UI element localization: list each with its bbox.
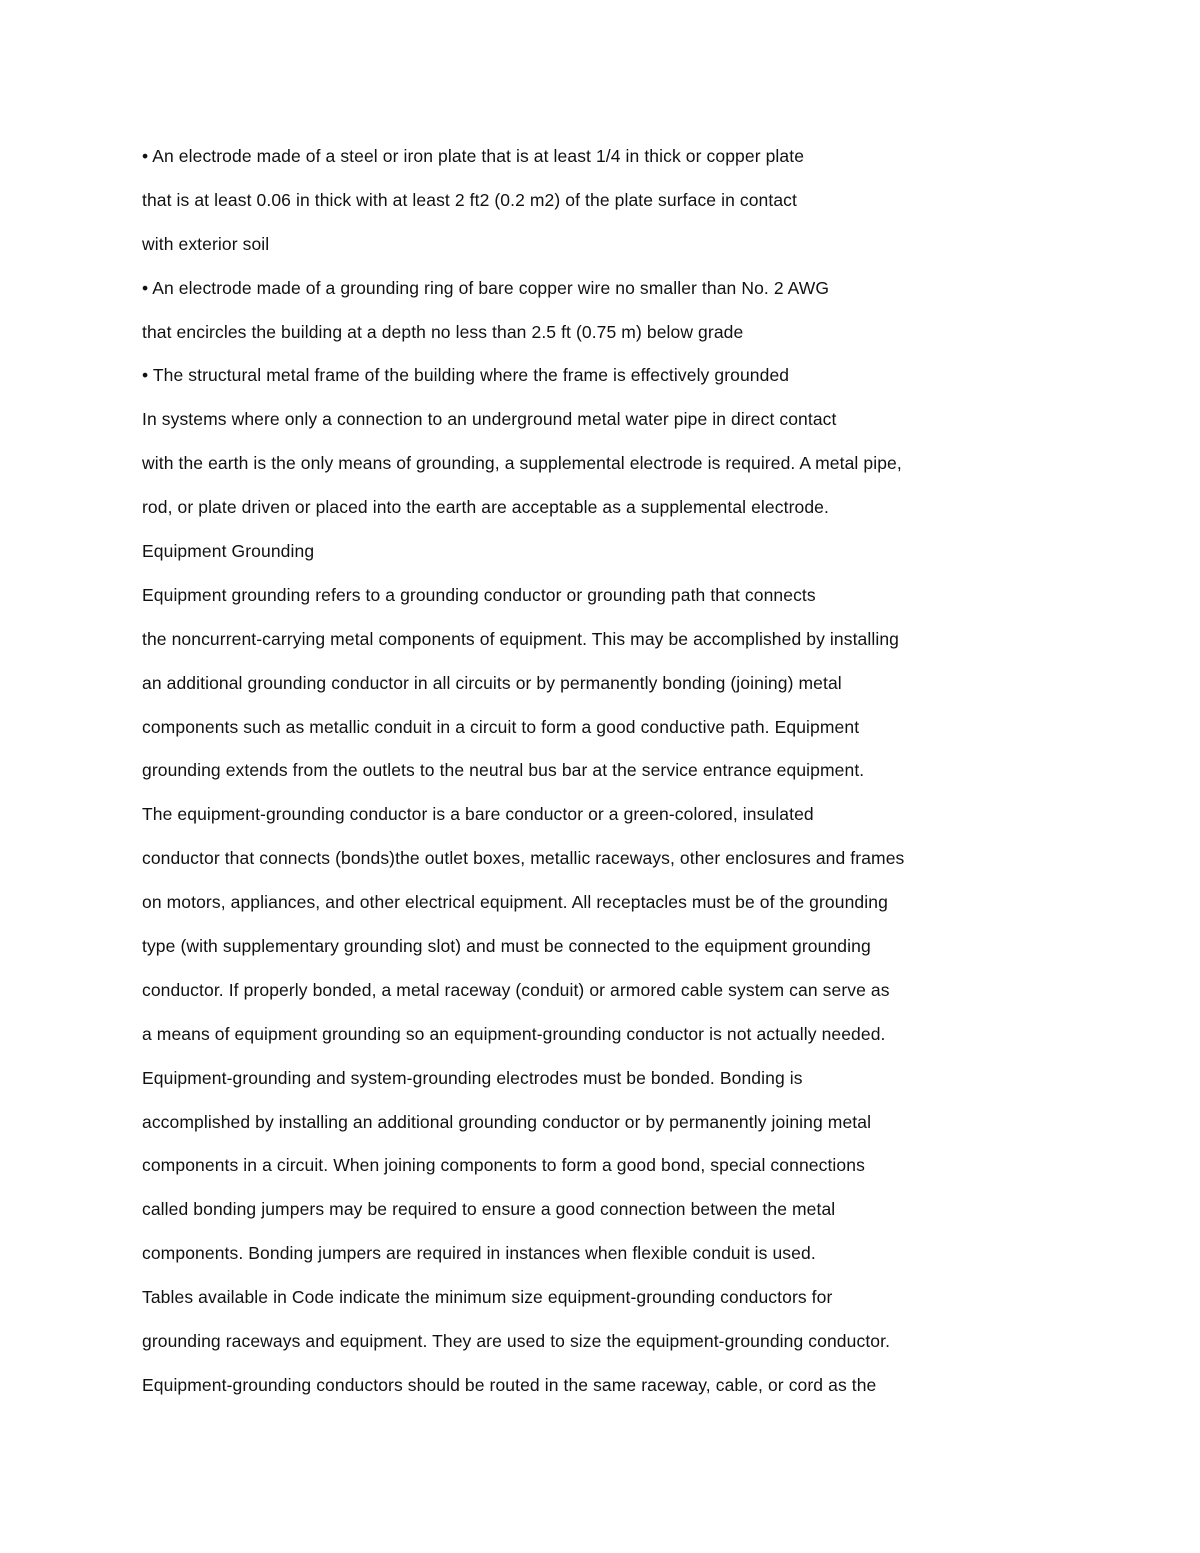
text-line: an additional grounding conductor in all circuits or by permanently bonding (joining) metal xyxy=(142,672,842,693)
text-line: Equipment-grounding conductors should be routed in the same raceway, cable, or cord as the xyxy=(142,1374,877,1395)
text-line: The equipment-grounding conductor is a bare conductor or a green-colored, insulated xyxy=(142,804,814,825)
body-text xyxy=(142,140,1142,1413)
text-line: In systems where only a connection to an underground metal water pipe in direct contact xyxy=(142,409,837,430)
text-line: accomplished by installing an additional grounding conductor or by permanently joining metal xyxy=(142,1111,872,1132)
text-line: that encircles the building at a depth no less than 2.5 ft (0.75 m) below grade xyxy=(142,321,744,342)
text-line: grounding raceways and equipment. They are used to size the equipment-grounding conductor. xyxy=(142,1331,891,1352)
text-line: on motors, appliances, and other electrical equipment. All receptacles must be of the grounding xyxy=(142,892,888,913)
text-line: Tables available in Code indicate the minimum size equipment-grounding conductors for xyxy=(142,1287,833,1308)
text-line: a means of equipment grounding so an equipment-grounding conductor is not actually needed. xyxy=(142,1023,886,1044)
text-line: that is at least 0.06 in thick with at least 2 ft2 (0.2 m2) of the plate surface in contact xyxy=(142,189,797,210)
text-line: with exterior soil xyxy=(142,233,270,254)
text-line: components in a circuit. When joining components to form a good bond, special connections xyxy=(142,1155,865,1176)
text-line: called bonding jumpers may be required to ensure a good connection between the metal xyxy=(142,1199,836,1220)
text-line: the noncurrent-carrying metal components of equipment. This may be accomplished by installing xyxy=(142,628,899,649)
text-line-bullet-metal-frame: • The structural metal frame of the building where the frame is effectively grounded xyxy=(142,365,790,386)
text-line: components such as metallic conduit in a circuit to form a good conductive path. Equipment xyxy=(142,716,860,737)
text-line: Equipment-grounding and system-grounding electrodes must be bonded. Bonding is xyxy=(142,1067,803,1088)
text-line: conductor that connects (bonds)the outlet boxes, metallic raceways, other enclosures and frames xyxy=(142,848,905,869)
section-heading-equipment-grounding: Equipment Grounding xyxy=(142,541,315,562)
text-line-bullet-steel-plate: • An electrode made of a steel or iron plate that is at least 1/4 in thick or copper plate xyxy=(142,146,805,166)
text-line: with the earth is the only means of grounding, a supplemental electrode is required. A metal pipe, xyxy=(142,453,902,474)
text-line: type (with supplementary grounding slot) and must be connected to the equipment grounding xyxy=(142,936,871,957)
text-line: rod, or plate driven or placed into the earth are acceptable as a supplemental electrode. xyxy=(142,497,829,518)
text-line: components. Bonding jumpers are required in instances when flexible conduit is used. xyxy=(142,1243,816,1264)
text-line-bullet-grounding-ring: • An electrode made of a grounding ring of bare copper wire no smaller than No. 2 AWG xyxy=(142,277,830,298)
text-line: Equipment grounding refers to a grounding conductor or grounding path that connects xyxy=(142,584,816,605)
text-line: grounding extends from the outlets to the neutral bus bar at the service entrance equipment. xyxy=(142,760,865,781)
text-line: conductor. If properly bonded, a metal raceway (conduit) or armored cable system can serve as xyxy=(142,979,890,1000)
